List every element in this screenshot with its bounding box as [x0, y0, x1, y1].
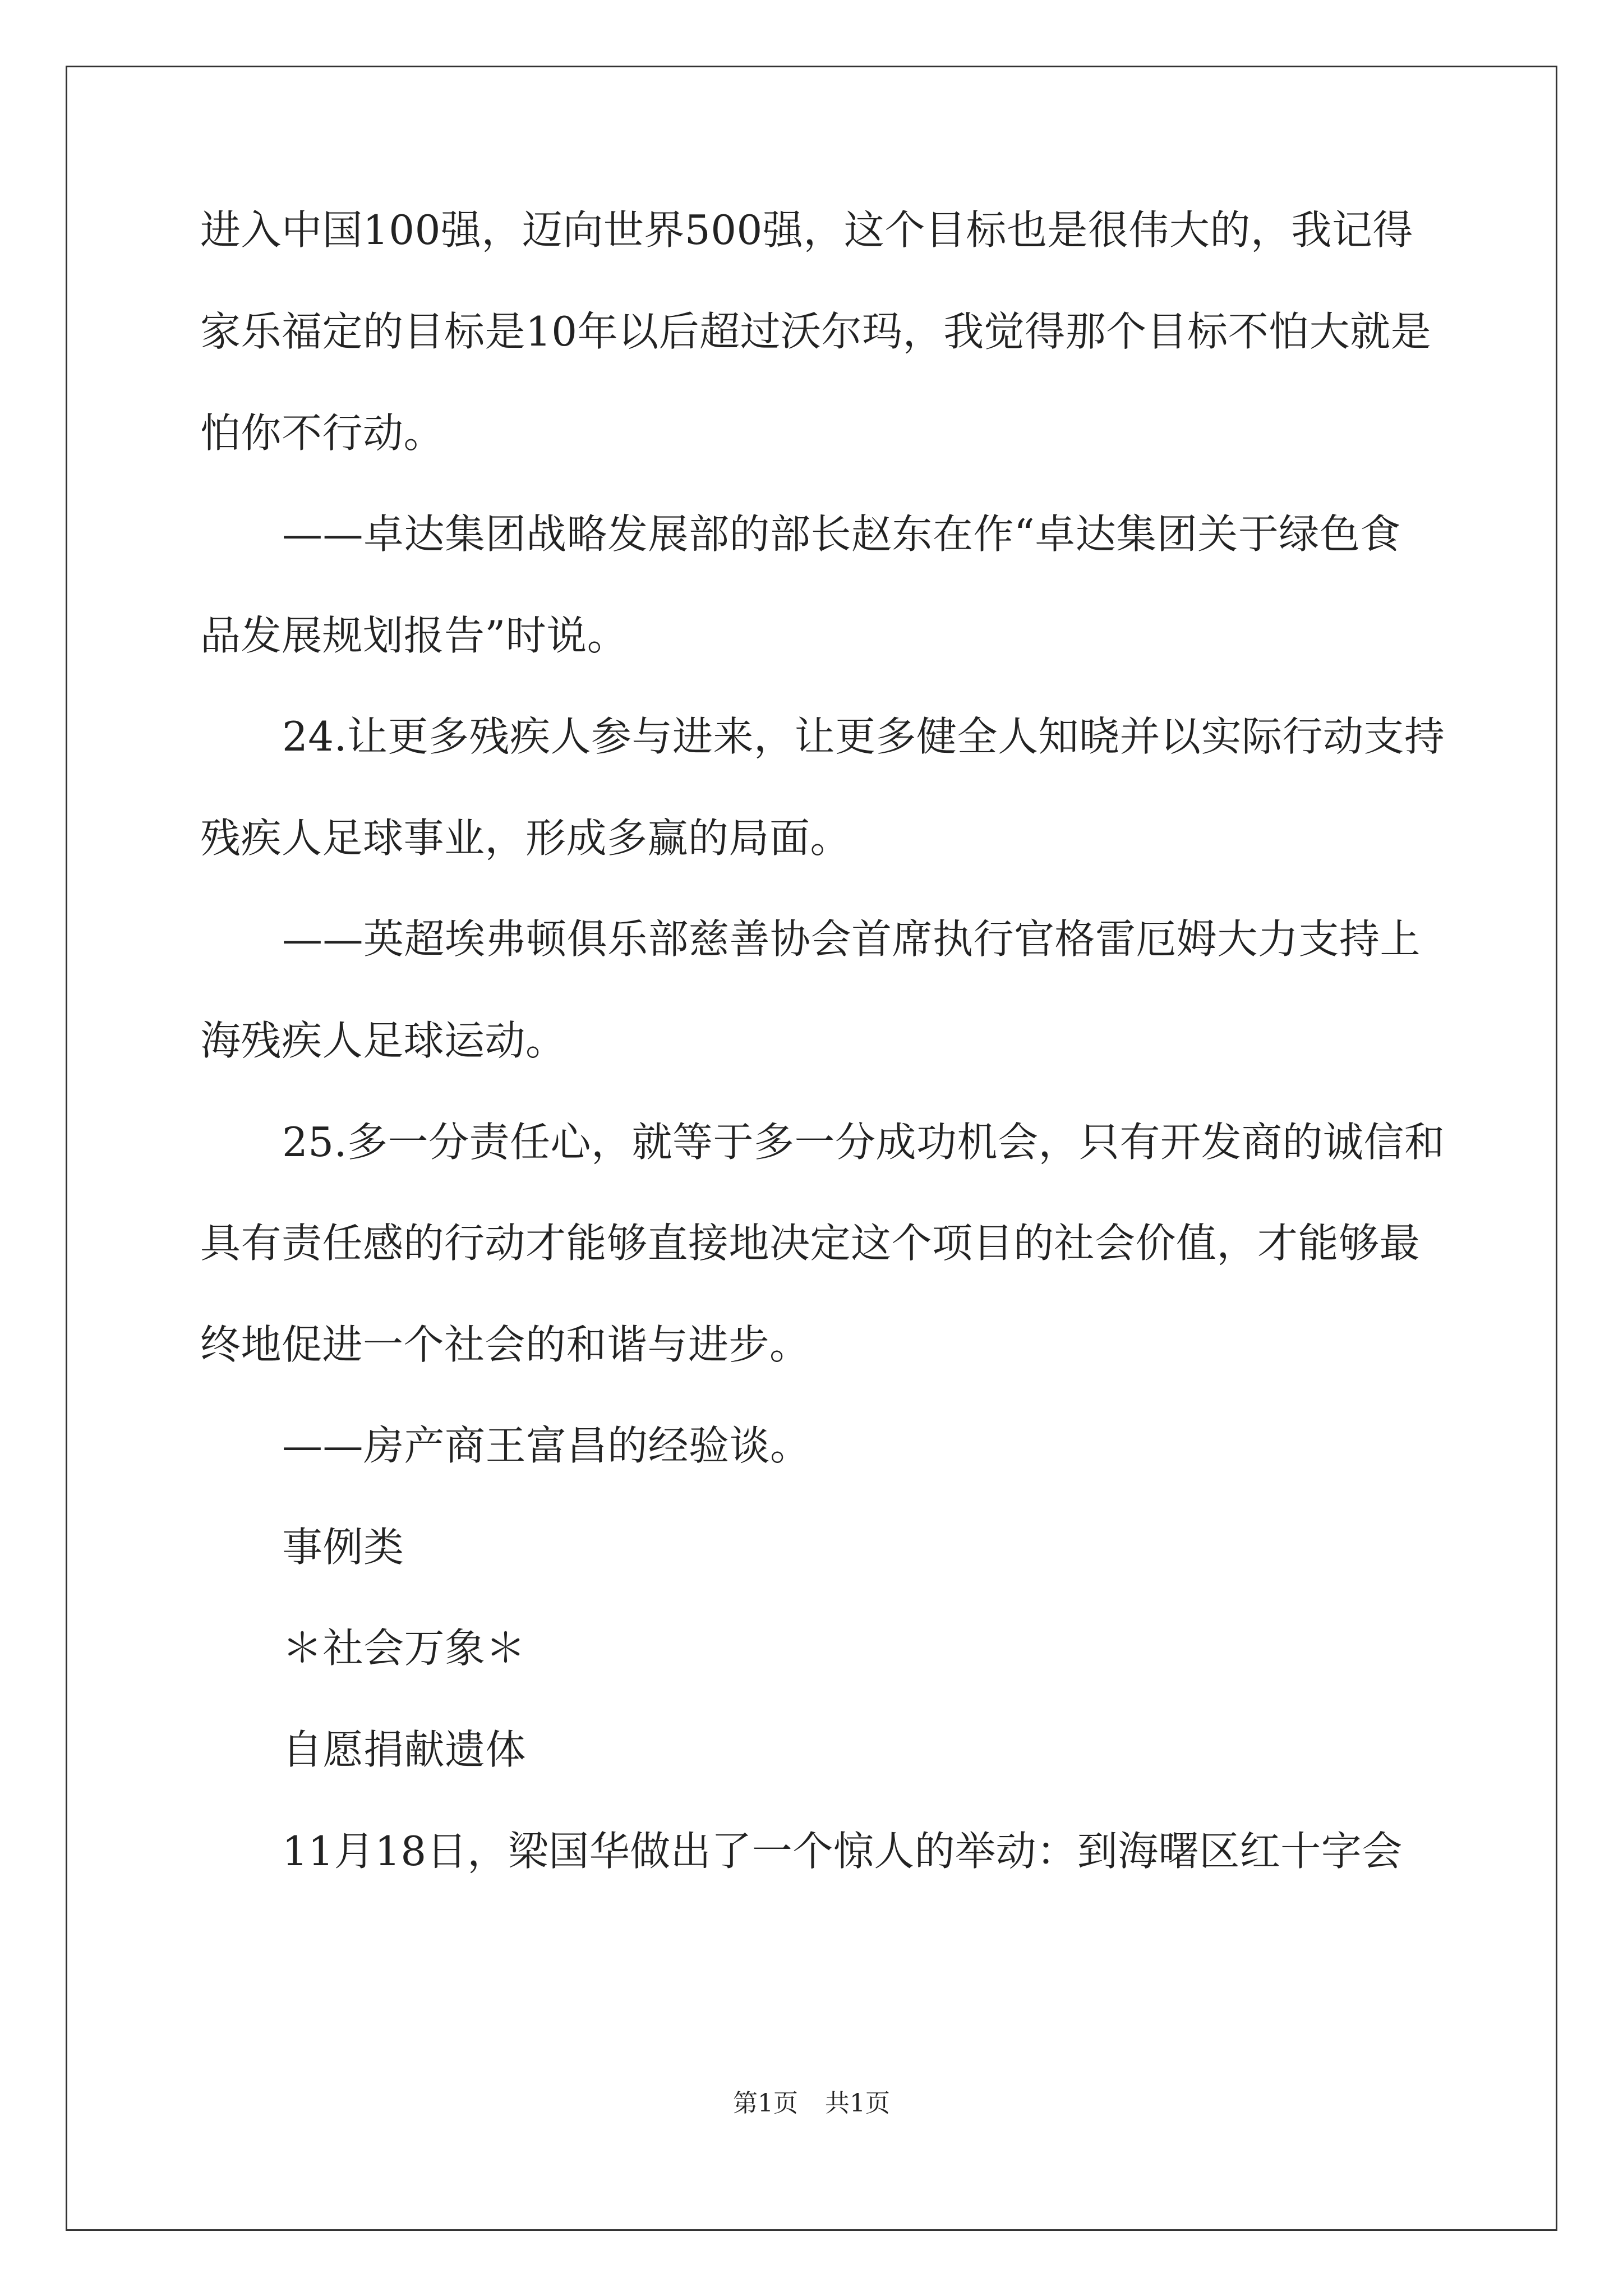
text-line: 11月18日，梁国华做出了一个惊人的举动：到海曙区红十字会 — [282, 1828, 1403, 1875]
text-line: 进入中国100强，迈向世界500强，这个目标也是很伟大的，我记得 — [200, 206, 1413, 254]
text-line: 残疾人足球事业，形成多赢的局面。 — [200, 815, 851, 862]
text-line: ——英超埃弗顿俱乐部慈善协会首席执行官格雷厄姆大力支持上 — [282, 915, 1421, 963]
text-line: 海残疾人足球运动。 — [200, 1017, 566, 1064]
section-subheading: ＊社会万象＊ — [282, 1625, 527, 1672]
page-number-current: 第1页 — [733, 2089, 798, 2118]
text-line: 家乐福定的目标是10年以后超过沃尔玛，我觉得那个目标不怕大就是 — [200, 308, 1432, 355]
text-line: ——卓达集团战略发展部的部长赵东在作“卓达集团关于绿色食 — [282, 510, 1401, 558]
page-footer — [0, 2087, 1623, 2120]
text-line: 终地促进一个社会的和谐与进步。 — [200, 1321, 810, 1368]
item-title: 自愿捐献遗体 — [282, 1726, 527, 1773]
text-line: 24.让更多残疾人参与进来，让更多健全人知晓并以实际行动支持 — [282, 713, 1445, 760]
text-line: ——房产商王富昌的经验谈。 — [282, 1422, 811, 1469]
text-line: 品发展规划报告”时说。 — [200, 612, 628, 659]
text-line: 25.多一分责任心，就等于多一分成功机会，只有开发商的诚信和 — [282, 1119, 1445, 1166]
section-heading: 事例类 — [282, 1524, 404, 1571]
text-line: 怕你不行动。 — [200, 409, 445, 457]
page-number-total: 共1页 — [825, 2089, 890, 2118]
text-line: 具有责任感的行动才能够直接地决定这个项目的社会价值，才能够最 — [200, 1220, 1421, 1267]
